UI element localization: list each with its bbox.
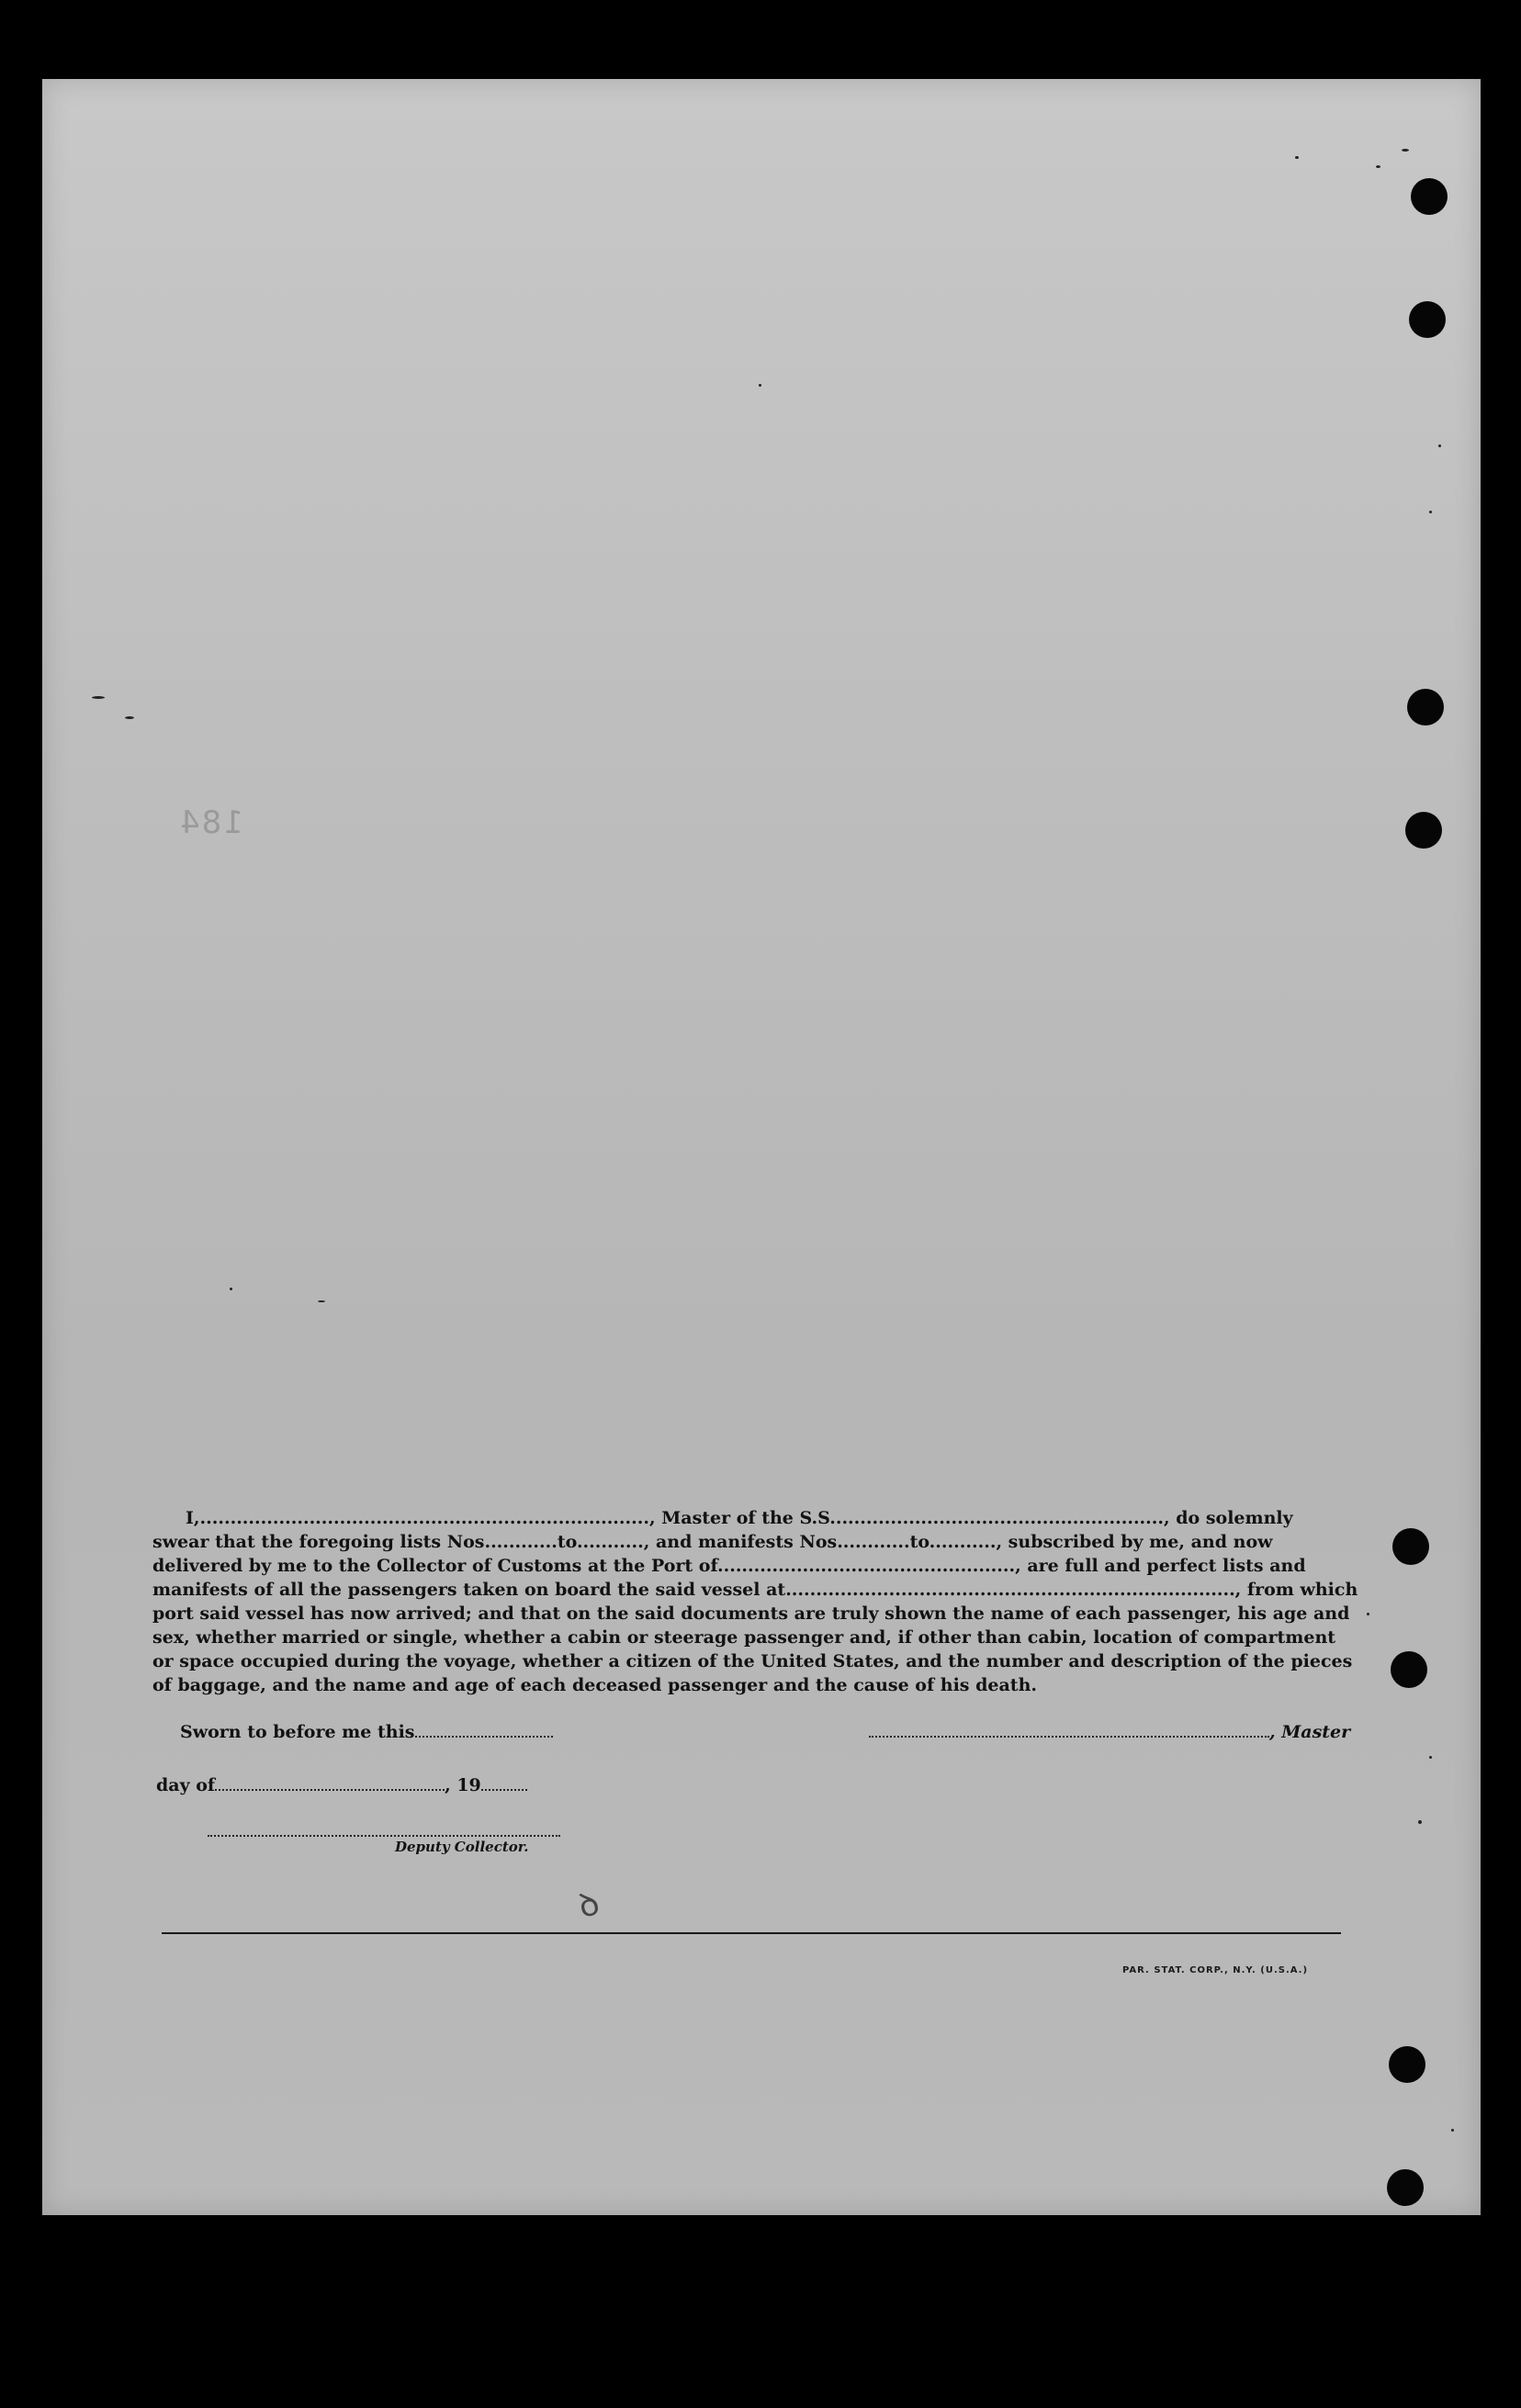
speck: [1429, 511, 1432, 513]
speck: [1438, 444, 1441, 447]
punch-hole: [1392, 1528, 1429, 1565]
punch-hole: [1387, 2169, 1424, 2206]
speck: [1295, 156, 1299, 159]
document-page: [42, 79, 1481, 2215]
handwritten-mark: ꝺ: [574, 1884, 604, 1927]
speck: [318, 1300, 325, 1302]
punch-hole: [1405, 812, 1442, 849]
speck: [1367, 1613, 1369, 1615]
oath-line: of baggage, and the name and age of each deceased passenger and the cause of his death.: [152, 1675, 1037, 1695]
sworn-label: Sworn to before me this: [180, 1722, 415, 1742]
deputy-collector-label: Deputy Collector.: [395, 1839, 529, 1855]
mirrored-stamp: 184: [178, 805, 243, 841]
speck: [1451, 2129, 1454, 2132]
year-label: , 19: [445, 1775, 481, 1795]
punch-hole: [1409, 301, 1446, 338]
sworn-row: [180, 1721, 553, 1742]
speck: [125, 716, 134, 719]
oath-line: manifests of all the passengers taken on board the said vessel at.........................................................................., from which: [152, 1580, 1358, 1600]
day-row: [156, 1774, 527, 1795]
master-label: , Master: [1269, 1722, 1351, 1742]
oath-line: or space occupied during the voyage, whether a citizen of the United States, and the number and description of the pieces: [152, 1651, 1353, 1671]
speck: [1402, 149, 1409, 152]
master-signature-row: [869, 1721, 1350, 1742]
speck: [759, 384, 761, 387]
oath-line: I,.........................................................................., Master of the S.S......................................................., do solemnly: [186, 1508, 1293, 1528]
punch-hole: [1411, 178, 1448, 215]
oath-line: swear that the foregoing lists Nos............to..........., and manifests Nos............to..........., subscribed by me, and now: [152, 1532, 1273, 1552]
year-blank: [481, 1774, 527, 1791]
speck: [1429, 1756, 1432, 1759]
deputy-signature-blank: [208, 1835, 560, 1837]
sworn-date-blank: [415, 1721, 553, 1738]
master-signature-blank: [869, 1721, 1269, 1738]
horizontal-rule: [162, 1932, 1341, 1934]
speck: [1418, 1820, 1422, 1824]
oath-line: delivered by me to the Collector of Customs at the Port of................................................., are full and perfect lists and: [152, 1556, 1306, 1576]
punch-hole: [1391, 1651, 1427, 1688]
month-blank: [215, 1774, 445, 1791]
speck: [230, 1288, 232, 1290]
day-label: day of: [156, 1775, 216, 1795]
oath-line: sex, whether married or single, whether a cabin or steerage passenger and, if other than cabin, location of compartment: [152, 1627, 1336, 1648]
master-oath-paragraph: [152, 1506, 1358, 1697]
printer-imprint: PAR. STAT. CORP., N.Y. (U.S.A.): [1122, 1965, 1309, 1975]
speck: [1376, 165, 1380, 168]
punch-hole: [1389, 2046, 1425, 2083]
oath-line: port said vessel has now arrived; and that on the said documents are truly shown the name of each passenger, his age and: [152, 1603, 1350, 1624]
speck: [92, 696, 105, 699]
punch-hole: [1407, 689, 1444, 726]
